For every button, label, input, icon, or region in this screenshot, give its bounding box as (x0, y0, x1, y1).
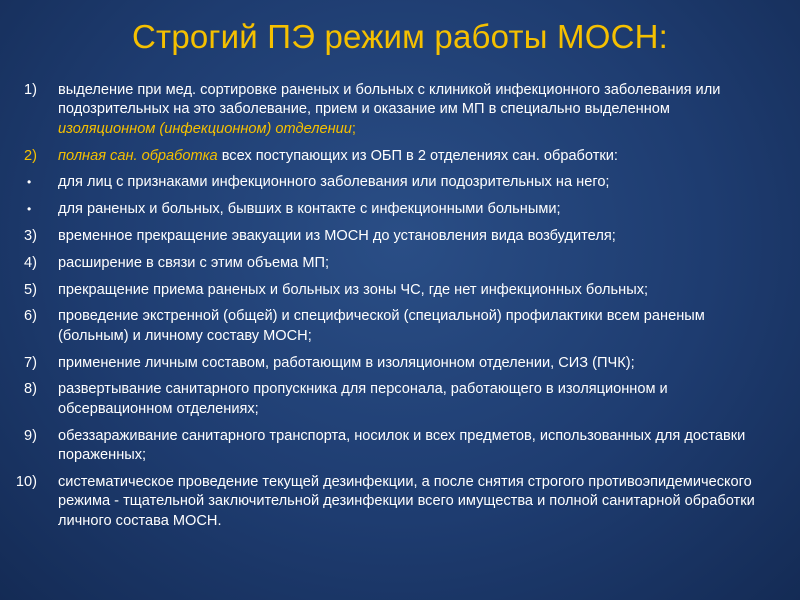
item-text: обеззараживание санитарного транспорта, носилок и всех предметов, использованных для доставки пораженных; (58, 427, 746, 463)
list-item-bullet-2 (0, 200, 800, 219)
item-number: 8) (24, 381, 37, 398)
item-number: 9) (24, 427, 37, 444)
list-item-8 (0, 380, 800, 419)
list-item-4 (0, 254, 800, 273)
item-number: 6) (24, 308, 37, 325)
item-suffix: ; (351, 120, 356, 137)
item-number: 1) (24, 82, 37, 98)
item-text: расширение в связи с этим объема МП; (58, 254, 330, 271)
item-text: применение личным составом, работающим в изоляционном отделении, СИЗ (ПЧК); (58, 354, 635, 371)
item-number: 5) (24, 281, 37, 298)
item-text: систематическое проведение текущей дезинфекции, а после снятия строгого противоэпидемического режима - тщательной заключительной дезинфекции всего имущества и полной санитарной обработки личного состава МОСН. (58, 473, 755, 529)
list-item-9 (0, 427, 800, 466)
item-text: всех поступающих из ОБП в 2 отделениях сан. обработки: (217, 147, 618, 164)
item-number: 2) (24, 147, 37, 164)
list-item-7 (0, 354, 800, 373)
item-text: проведение экстренной (общей) и специфической (специальной) профилактики всем раненым (больным) и личному составу МОСН; (58, 308, 705, 344)
item-text: для лиц с признаками инфекционного заболевания или подозрительных на него; (58, 174, 610, 191)
item-number: 7) (24, 354, 37, 371)
item-number: 3) (24, 228, 37, 244)
item-number: 10) (15, 473, 37, 490)
item-text: временное прекращение эвакуации из МОСН до установления вида возбудителя; (58, 228, 616, 244)
list-item-6 (0, 307, 800, 346)
bullet-icon: • (27, 175, 32, 190)
item-text: выделение при мед. сортировке раненых и больных с клиникой инфекционного заболевания или подозрительных на это заболевание, прием и оказание им МП в специально выделенном (58, 82, 721, 118)
isolation-ward-highlight: изоляционном (инфекционном) отделении (58, 120, 352, 137)
item-text: прекращение приема раненых и больных из зоны ЧС, где нет инфекционных больных; (58, 281, 649, 298)
item-number: 4) (24, 254, 37, 271)
list-item-2 (0, 147, 800, 166)
item-text: для раненых и больных, бывших в контакте с инфекционными больными; (58, 201, 561, 218)
list-item-3 (0, 227, 800, 246)
slide-title: Строгий ПЭ режим работы МОСН: (131, 18, 669, 55)
sanitary-treatment-highlight: полная сан. обработка (58, 147, 218, 164)
list-item-10 (0, 473, 800, 531)
item-text: развертывание санитарного пропускника для персонала, работающего в изоляционном и обсервационном отделениях; (58, 381, 668, 417)
list-item-1 (0, 81, 800, 139)
regime-list (0, 81, 800, 538)
list-item-bullet-1 (0, 173, 800, 192)
list-item-5 (0, 281, 800, 300)
bullet-icon: • (27, 202, 32, 217)
